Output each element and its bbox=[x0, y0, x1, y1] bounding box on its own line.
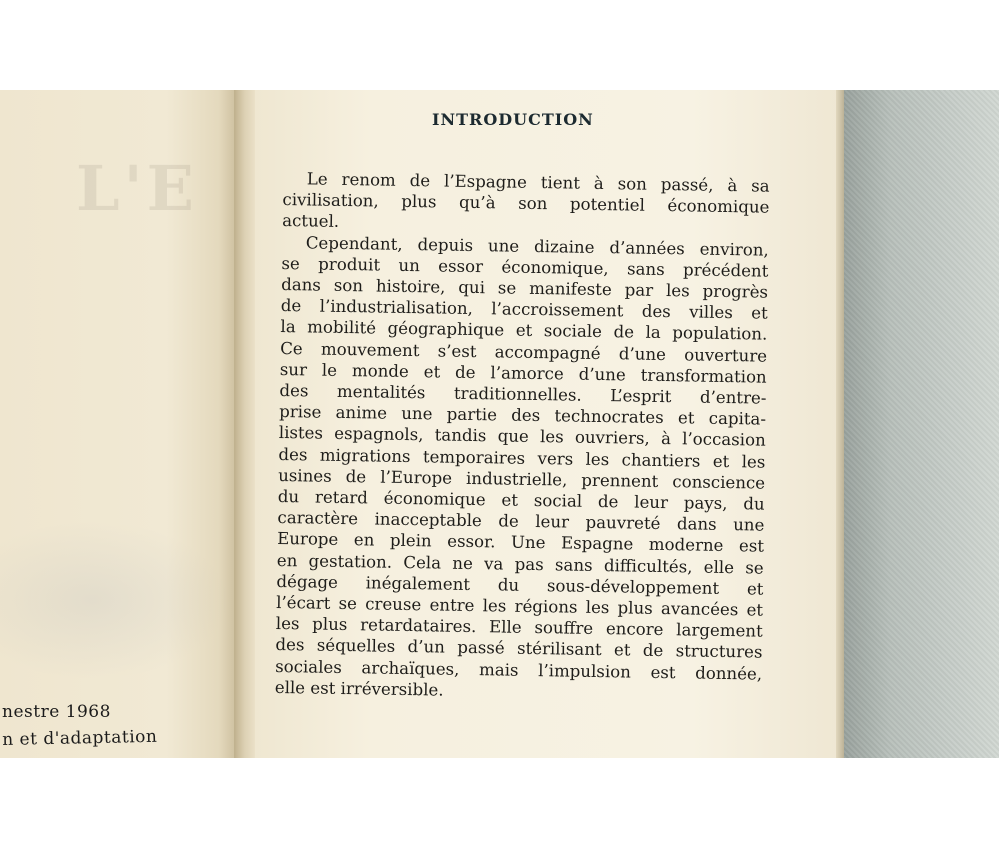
word: en bbox=[353, 530, 375, 550]
word: leur bbox=[535, 512, 570, 532]
word: plus bbox=[401, 192, 437, 212]
word: accompagné bbox=[494, 341, 601, 363]
word: qui bbox=[458, 277, 486, 298]
word: temporaires bbox=[422, 446, 526, 468]
word: une bbox=[733, 515, 765, 535]
word: prise bbox=[279, 402, 322, 422]
word: anime bbox=[335, 403, 388, 423]
word: économique bbox=[383, 488, 486, 510]
word: difficultés, bbox=[603, 555, 693, 577]
word: des bbox=[641, 301, 671, 322]
word: mentalités bbox=[336, 381, 426, 403]
word: traditionnelles. bbox=[453, 383, 582, 405]
word: espagnols, bbox=[334, 424, 424, 445]
left-page-line: n et d'adaptation bbox=[2, 726, 158, 750]
word: dans bbox=[281, 275, 322, 295]
word: Ce bbox=[280, 338, 303, 358]
word: donnée, bbox=[695, 663, 763, 684]
word: Europe bbox=[277, 529, 339, 550]
word: va bbox=[483, 553, 504, 574]
word: à bbox=[660, 429, 672, 449]
word: les bbox=[741, 451, 766, 472]
word: Cela bbox=[403, 552, 442, 573]
word: sa bbox=[751, 176, 770, 196]
word: structures bbox=[675, 641, 763, 663]
word: d’un bbox=[407, 637, 446, 658]
word: l’Europe bbox=[380, 467, 453, 488]
word: et bbox=[515, 321, 533, 341]
word: chantiers bbox=[621, 449, 701, 471]
body-text bbox=[275, 168, 770, 706]
word: les bbox=[665, 281, 690, 301]
word: encore bbox=[605, 619, 664, 640]
word: Cependant, bbox=[305, 232, 403, 254]
word: se bbox=[497, 278, 517, 298]
page-title: INTRODUCTION bbox=[432, 110, 594, 129]
word: son bbox=[333, 275, 364, 296]
word: les bbox=[482, 596, 507, 616]
word: migrations bbox=[319, 445, 411, 466]
word: L’esprit bbox=[610, 386, 672, 407]
word: usines bbox=[278, 465, 332, 486]
word: l’industrialisation, bbox=[319, 296, 474, 319]
word: industrielle, bbox=[465, 468, 568, 490]
word: de bbox=[280, 296, 302, 316]
word: de bbox=[345, 466, 367, 487]
word: essor. bbox=[447, 532, 496, 552]
word: en bbox=[276, 550, 298, 570]
word: économique, bbox=[501, 257, 609, 278]
word: et bbox=[423, 362, 441, 382]
word: et bbox=[751, 303, 768, 323]
word: du bbox=[277, 487, 300, 507]
word: et bbox=[746, 579, 764, 599]
word: d’une bbox=[618, 343, 667, 364]
word: les bbox=[585, 449, 610, 469]
word: un bbox=[398, 255, 421, 275]
word: sans bbox=[554, 554, 593, 575]
word: par bbox=[624, 280, 654, 300]
word: et bbox=[613, 640, 631, 660]
word: économique bbox=[667, 196, 770, 217]
word: la bbox=[280, 317, 296, 337]
word: les bbox=[585, 597, 610, 618]
word: de bbox=[613, 322, 635, 342]
word: inacceptable bbox=[374, 509, 482, 531]
word: l’accroissement bbox=[491, 299, 624, 321]
word: et bbox=[712, 451, 730, 471]
word: l’impulsion bbox=[538, 660, 632, 682]
word: mouvement bbox=[320, 339, 420, 360]
word: la bbox=[645, 323, 661, 343]
word: de bbox=[498, 511, 519, 531]
word: régions bbox=[514, 596, 578, 617]
book-photo bbox=[0, 90, 999, 758]
word: Le bbox=[306, 169, 328, 189]
word: des bbox=[511, 405, 541, 426]
word: ne bbox=[452, 553, 474, 573]
word: d’années bbox=[609, 237, 685, 258]
word: entre bbox=[429, 595, 475, 616]
word: depuis bbox=[417, 234, 474, 255]
word: pays, bbox=[683, 493, 728, 514]
word: ouverture bbox=[684, 344, 768, 366]
word: sans bbox=[626, 259, 665, 279]
book-cover bbox=[844, 90, 999, 758]
word: des bbox=[278, 444, 308, 465]
word: largement bbox=[676, 620, 763, 641]
word: listes bbox=[278, 423, 324, 444]
word: tient bbox=[540, 173, 581, 193]
word: plein bbox=[389, 531, 432, 551]
word: social bbox=[533, 491, 583, 511]
left-page bbox=[0, 90, 238, 758]
word: pauvreté bbox=[585, 513, 661, 534]
word: Une bbox=[510, 533, 546, 553]
word: population. bbox=[672, 323, 768, 345]
word: s’est bbox=[437, 341, 477, 361]
word: l’Espagne bbox=[443, 171, 528, 192]
word: pas bbox=[514, 554, 544, 574]
word: sous-développement bbox=[546, 576, 720, 598]
page-edge bbox=[836, 90, 844, 758]
word: tandis bbox=[434, 425, 487, 446]
word: se bbox=[338, 593, 358, 614]
word: gestation. bbox=[308, 551, 393, 572]
word: de bbox=[642, 641, 664, 661]
left-page-line: nestre 1968 bbox=[2, 702, 111, 722]
word: moderne bbox=[648, 535, 724, 556]
word: passé, bbox=[660, 174, 714, 195]
word: essor bbox=[438, 256, 484, 276]
word: civilisation, bbox=[282, 190, 379, 211]
word: histoire, bbox=[375, 276, 446, 297]
word: et bbox=[501, 490, 519, 510]
word: capita- bbox=[708, 408, 767, 429]
word: se bbox=[745, 557, 764, 578]
word: retard bbox=[314, 487, 369, 508]
word: Elle bbox=[488, 617, 522, 638]
word: caractère bbox=[277, 508, 359, 529]
word: à bbox=[727, 175, 738, 196]
word: souffre bbox=[534, 618, 594, 639]
word: mobilité bbox=[307, 317, 377, 338]
word: elle bbox=[703, 557, 735, 577]
word: est bbox=[650, 662, 676, 682]
word: les bbox=[275, 614, 300, 634]
word: villes bbox=[689, 302, 733, 323]
word: environ, bbox=[699, 239, 769, 260]
word: une bbox=[487, 235, 520, 256]
word: passé bbox=[457, 638, 505, 659]
word: retardataires. bbox=[360, 615, 477, 637]
word: que bbox=[497, 426, 529, 447]
word: qu’à bbox=[458, 192, 496, 213]
word: avancées bbox=[660, 599, 739, 620]
word: se bbox=[281, 253, 300, 274]
word: progrès bbox=[702, 281, 769, 302]
word: à bbox=[593, 173, 604, 194]
word: son bbox=[518, 193, 548, 214]
word: l’amorce bbox=[490, 363, 564, 384]
word: l’occasion bbox=[682, 429, 766, 451]
word: d’une bbox=[578, 364, 626, 385]
word: manifeste bbox=[529, 278, 612, 300]
word: dizaine bbox=[533, 236, 595, 257]
word: monde bbox=[351, 360, 409, 381]
text-line: actuel. bbox=[282, 211, 340, 232]
word: sociales bbox=[275, 656, 342, 677]
word: précédent bbox=[682, 260, 769, 281]
word: des bbox=[275, 635, 305, 655]
word: produit bbox=[318, 254, 381, 275]
word: Espagne bbox=[560, 533, 634, 555]
word: archaïques, bbox=[361, 657, 460, 679]
word: prennent bbox=[581, 470, 659, 491]
word: de bbox=[454, 362, 476, 382]
word: est bbox=[738, 536, 765, 557]
word: sur bbox=[279, 359, 308, 380]
word: transformation bbox=[640, 365, 767, 387]
word: partie bbox=[446, 404, 498, 425]
word: conscience bbox=[672, 471, 766, 493]
word: stérilisant bbox=[516, 639, 602, 660]
word: séquelles bbox=[316, 636, 396, 657]
word: de bbox=[597, 492, 619, 512]
word: du bbox=[497, 575, 520, 595]
show-through-letters: L'E bbox=[76, 152, 198, 225]
word: et bbox=[677, 408, 695, 428]
word: potentiel bbox=[569, 194, 646, 215]
word: l’écart bbox=[276, 593, 331, 613]
word: renom bbox=[341, 169, 396, 190]
word: plus bbox=[312, 614, 348, 635]
word: de bbox=[409, 170, 431, 191]
word: sociale bbox=[543, 321, 603, 342]
word: ouvriers, bbox=[574, 428, 650, 449]
word: dans bbox=[676, 514, 717, 535]
word: son bbox=[617, 174, 648, 194]
word: géographique bbox=[387, 319, 505, 340]
word: le bbox=[321, 360, 338, 380]
word: dégage bbox=[276, 571, 339, 592]
show-through-shadow bbox=[0, 520, 230, 680]
word: vers bbox=[537, 448, 574, 469]
word: leur bbox=[634, 492, 669, 513]
word: technocrates bbox=[554, 406, 664, 428]
word: et bbox=[746, 600, 764, 620]
text-line: elle est irréversible. bbox=[274, 677, 444, 700]
word: des bbox=[279, 381, 309, 401]
word: mais bbox=[478, 659, 519, 680]
word: plus bbox=[617, 598, 653, 618]
word: d’entre- bbox=[699, 387, 767, 408]
word: les bbox=[539, 427, 564, 447]
word: une bbox=[401, 404, 433, 424]
word: creuse bbox=[365, 594, 422, 615]
word: inégalement bbox=[365, 573, 471, 594]
word: du bbox=[743, 494, 765, 514]
